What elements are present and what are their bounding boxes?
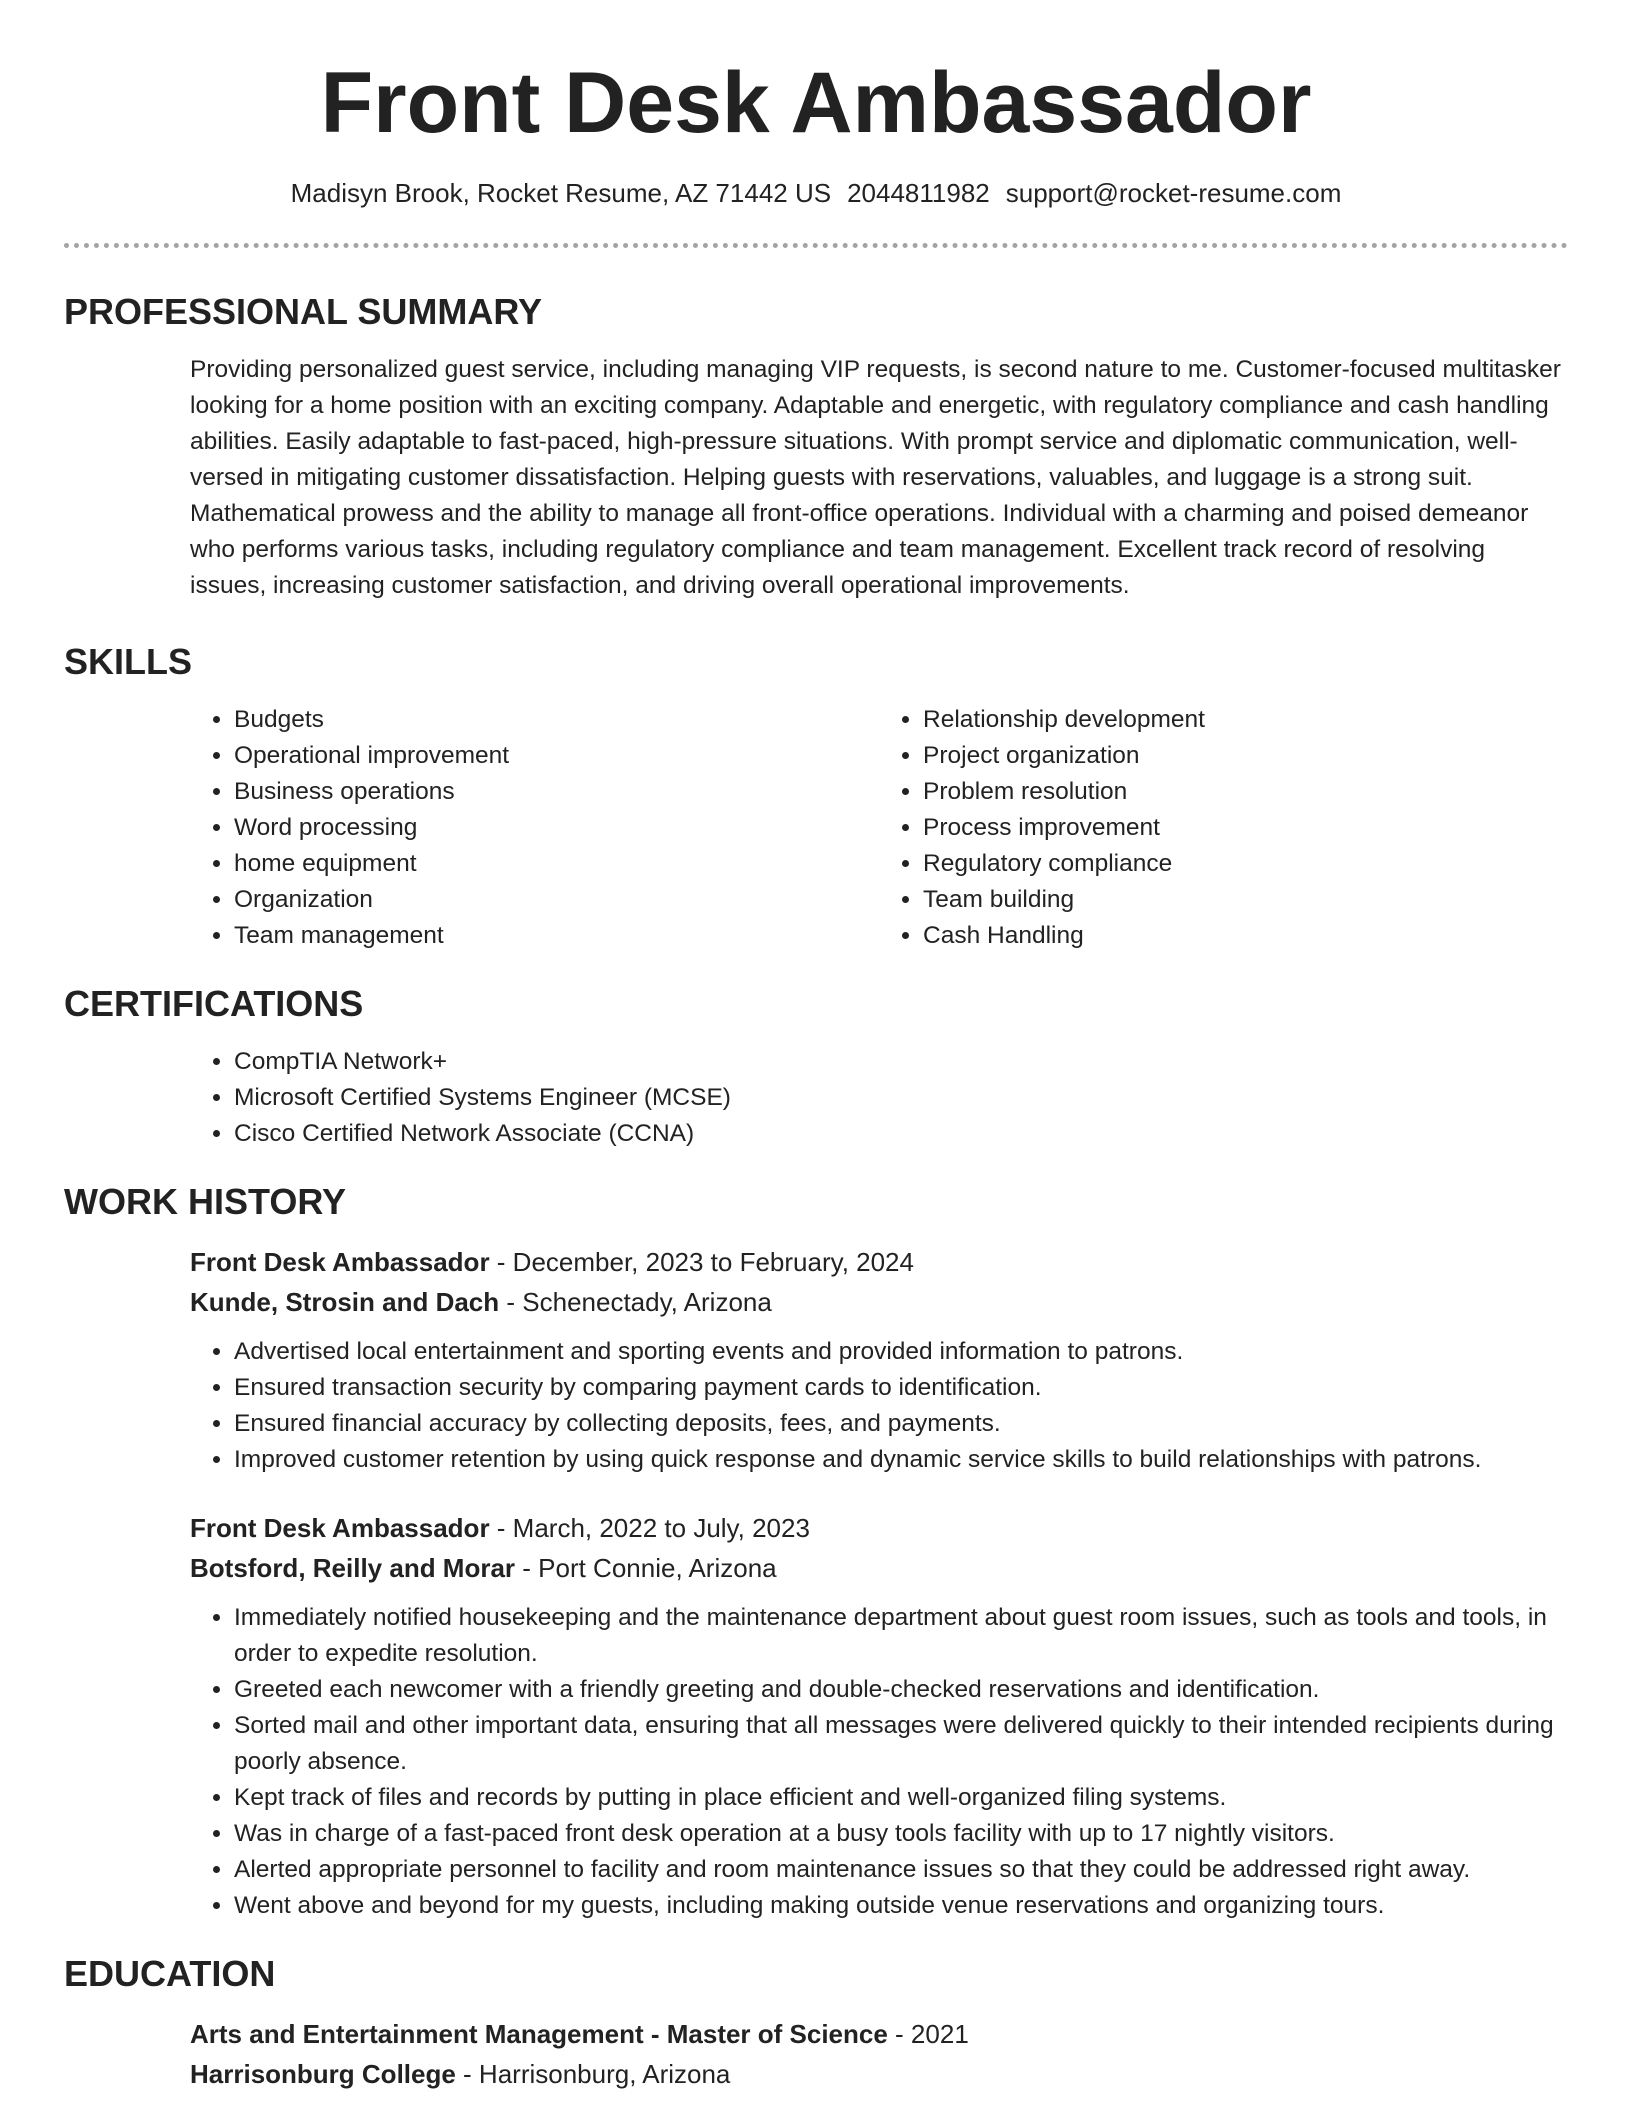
skill-item: • Project organization [923, 738, 1568, 774]
education-heading: EDUCATION [64, 1953, 276, 1995]
skill-item: • Budgets [234, 702, 879, 738]
job-company: Kunde, Strosin and Dach [190, 1287, 500, 1318]
job-bullet: • Greeted each newcomer with a friendly greeting and double-checked reservations and identification. [234, 1672, 1568, 1708]
education-location: - Harrisonburg, Arizona [455, 2059, 731, 2090]
job-location: - Schenectady, Arizona [499, 1287, 772, 1318]
resume-name: Front Desk Ambassador [320, 55, 1312, 151]
contact-email: support@rocket-resume.com [1005, 178, 1342, 209]
job-dates: - March, 2022 to July, 2023 [489, 1513, 810, 1544]
contact-line [64, 175, 1568, 211]
job-entry [190, 1242, 1568, 1478]
certification-item: • Microsoft Certified Systems Engineer (MCSE) [234, 1080, 1568, 1116]
skills-right-list [879, 702, 1568, 954]
certifications-heading: CERTIFICATIONS [64, 983, 364, 1025]
certifications-section [64, 982, 1568, 1152]
certifications-list [190, 1044, 1568, 1152]
job-bullet: • Immediately notified housekeeping and the maintenance department about guest room issues, such as tools and tools, in order to expedite resolution. [234, 1600, 1568, 1672]
skill-item: • Word processing [234, 810, 879, 846]
job-bullets [190, 1334, 1568, 1478]
job-company-line [190, 1548, 1568, 1588]
job-bullet: • Ensured financial accuracy by collecting deposits, fees, and payments. [234, 1406, 1568, 1442]
certification-item: • Cisco Certified Network Associate (CCNA) [234, 1116, 1568, 1152]
job-entry [190, 1508, 1568, 1924]
summary-section [64, 290, 1568, 604]
certification-item: • CompTIA Network+ [234, 1044, 1568, 1080]
skills-heading: SKILLS [64, 641, 193, 683]
job-role: Front Desk Ambassador [190, 1513, 490, 1544]
skill-item: • Cash Handling [923, 918, 1568, 954]
education-section [64, 1952, 1568, 2094]
job-bullets [190, 1600, 1568, 1924]
summary-heading: PROFESSIONAL SUMMARY [64, 291, 543, 333]
contact-address: Madisyn Brook, Rocket Resume, AZ 71442 US [290, 178, 832, 209]
education-degree: Arts and Entertainment Management - Master of Science [190, 2019, 888, 2050]
job-company: Botsford, Reilly and Morar [190, 1553, 516, 1584]
job-dates: - December, 2023 to February, 2024 [489, 1247, 914, 1278]
skill-item: • Team building [923, 882, 1568, 918]
job-bullet: • Alerted appropriate personnel to facility and room maintenance issues so that they could be addressed right away. [234, 1852, 1568, 1888]
work-history-heading: WORK HISTORY [64, 1181, 347, 1223]
skill-item: • Regulatory compliance [923, 846, 1568, 882]
resume-page [64, 0, 1568, 2094]
job-bullet: • Advertised local entertainment and sporting events and provided information to patrons. [234, 1334, 1568, 1370]
job-bullet: • Improved customer retention by using quick response and dynamic service skills to build relationships with patrons. [234, 1442, 1568, 1478]
job-location: - Port Connie, Arizona [515, 1553, 777, 1584]
education-degree-line [190, 2014, 1568, 2054]
skill-item: • Relationship development [923, 702, 1568, 738]
job-bullet: • Was in charge of a fast-paced front desk operation at a busy tools facility with up to 17 nightly visitors. [234, 1816, 1568, 1852]
skill-item: • Operational improvement [234, 738, 879, 774]
job-role: Front Desk Ambassador [190, 1247, 490, 1278]
header-divider [64, 243, 1568, 248]
skill-item: • Team management [234, 918, 879, 954]
job-company-line [190, 1282, 1568, 1322]
skills-columns [190, 702, 1568, 954]
education-year: - 2021 [887, 2019, 969, 2050]
job-bullet: • Sorted mail and other important data, ensuring that all messages were delivered quickly to their intended recipients during poorly absence. [234, 1708, 1568, 1780]
summary-text: Providing personalized guest service, including managing VIP requests, is second nature to me. Customer-focused multitasker looking for a home position with an exciting company. Adaptable and energetic, with regulatory compliance and cash handling abilities. Easily adaptable to fast-paced, high-pressure situations. With prompt service and diplomatic communication, well-versed in mitigating customer dissatisfaction. Helping guests with reservations, valuables, and luggage is a strong suit. Mathematical prowess and the ability to manage all front-office operations. Individual with a charming and poised demeanor who performs various tasks, including regulatory compliance and team management. Excellent track record of resolving issues, increasing customer satisfaction, and driving overall operational improvements. [190, 356, 1561, 600]
skill-item: • Process improvement [923, 810, 1568, 846]
skill-item: • Business operations [234, 774, 879, 810]
skill-item: • Problem resolution [923, 774, 1568, 810]
skills-section [64, 640, 1568, 954]
skill-item: • home equipment [234, 846, 879, 882]
skills-left-list [190, 702, 879, 954]
education-school: Harrisonburg College [190, 2059, 456, 2090]
job-title-line [190, 1242, 1568, 1282]
job-bullet: • Went above and beyond for my guests, including making outside venue reservations and organizing tours. [234, 1888, 1568, 1924]
job-bullet: • Ensured transaction security by comparing payment cards to identification. [234, 1370, 1568, 1406]
work-history-section [64, 1180, 1568, 1924]
education-school-line [190, 2054, 1568, 2094]
education-entry [190, 2014, 1568, 2094]
skill-item: • Organization [234, 882, 879, 918]
job-bullet: • Kept track of files and records by putting in place efficient and well-organized filing systems. [234, 1780, 1568, 1816]
contact-phone: 2044811982 [847, 178, 990, 209]
job-title-line [190, 1508, 1568, 1548]
